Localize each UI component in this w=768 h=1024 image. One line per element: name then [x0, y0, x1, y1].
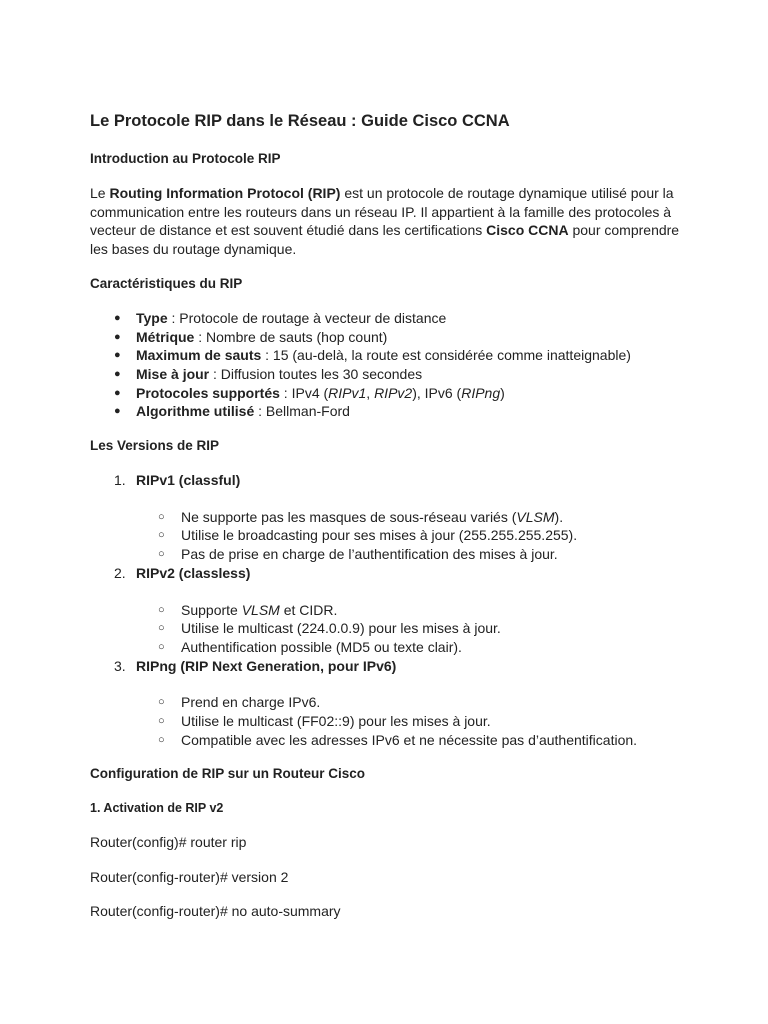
list-item: ○ Pas de prise en charge de l’authentification des mises à jour.	[181, 545, 680, 564]
version-title: RIPv1 (classful)	[136, 472, 241, 489]
version-sublist	[136, 601, 680, 657]
list-item: ● Algorithme utilisé : Bellman-Ford	[136, 402, 680, 421]
command-line: Router(config-router)# version 2	[90, 868, 289, 885]
version-item-ripv2	[114, 564, 680, 657]
version-number: 3.	[114, 657, 126, 674]
features-list	[90, 309, 680, 421]
versions-heading: Les Versions de RIP	[90, 438, 220, 454]
list-item: ● Protocoles supportés : IPv4 (RIPv1, RIPv2), IPv6 (RIPng)	[136, 384, 680, 403]
intro-paragraph	[90, 184, 680, 259]
version-number: 2.	[114, 564, 126, 581]
features-heading: Caractéristiques du RIP	[90, 275, 243, 291]
list-item: ○ Compatible avec les adresses IPv6 et ne nécessite pas d’authentification.	[181, 731, 680, 750]
list-item: ○ Prend en charge IPv6.	[181, 693, 680, 712]
document-content	[90, 110, 680, 936]
document-title: Le Protocole RIP dans le Réseau : Guide Cisco CCNA	[90, 112, 510, 130]
command-line: Router(config)# router rip	[90, 834, 247, 851]
version-item-ripv1	[114, 471, 680, 564]
list-item: ○ Supporte VLSM et CIDR.	[181, 601, 680, 620]
list-item: ● Métrique : Nombre de sauts (hop count)	[136, 328, 680, 347]
version-title: RIPv2 (classless)	[136, 564, 251, 581]
version-number: 1.	[114, 472, 126, 489]
list-item: ○ Ne supporte pas les masques de sous-réseau variés (VLSM).	[181, 508, 680, 527]
list-item: ● Maximum de sauts : 15 (au-delà, la route est considérée comme inatteignable)	[136, 346, 680, 365]
command-line: Router(config-router)# no auto-summary	[90, 902, 341, 919]
intro-heading: Introduction au Protocole RIP	[90, 151, 281, 166]
version-sublist	[136, 693, 680, 749]
intro-text-2: est un protocole de routage dynamique utilisé pour la communication entre les routeurs dans un réseau IP. Il appartient à la famille des protocoles à vecteur de distance et est souvent étudié dans les certifications	[90, 185, 674, 239]
versions-list	[90, 471, 680, 749]
list-item: ● Mise à jour : Diffusion toutes les 30 secondes	[136, 365, 680, 384]
list-item: ○ Utilise le broadcasting pour ses mises à jour (255.255.255.255).	[181, 526, 680, 545]
list-item: ○ Utilise le multicast (224.0.0.9) pour les mises à jour.	[181, 619, 680, 638]
intro-text-1: Le	[90, 185, 110, 201]
intro-text-3: pour comprendre les bases du routage dynamique.	[90, 222, 680, 258]
version-sublist	[136, 508, 680, 564]
config-subheading: 1. Activation de RIP v2	[90, 801, 224, 816]
intro-bold-ccna: Cisco CCNA	[486, 222, 569, 239]
version-title: RIPng (RIP Next Generation, pour IPv6)	[136, 657, 397, 674]
list-item: ● Type : Protocole de routage à vecteur de distance	[136, 309, 680, 328]
list-item: ○ Utilise le multicast (FF02::9) pour les mises à jour.	[181, 712, 680, 731]
list-item: ○ Authentification possible (MD5 ou texte clair).	[181, 638, 680, 657]
version-item-ripng	[114, 657, 680, 750]
config-heading: Configuration de RIP sur un Routeur Cisco	[90, 766, 366, 782]
intro-bold-rip: Routing Information Protocol (RIP)	[109, 185, 341, 201]
